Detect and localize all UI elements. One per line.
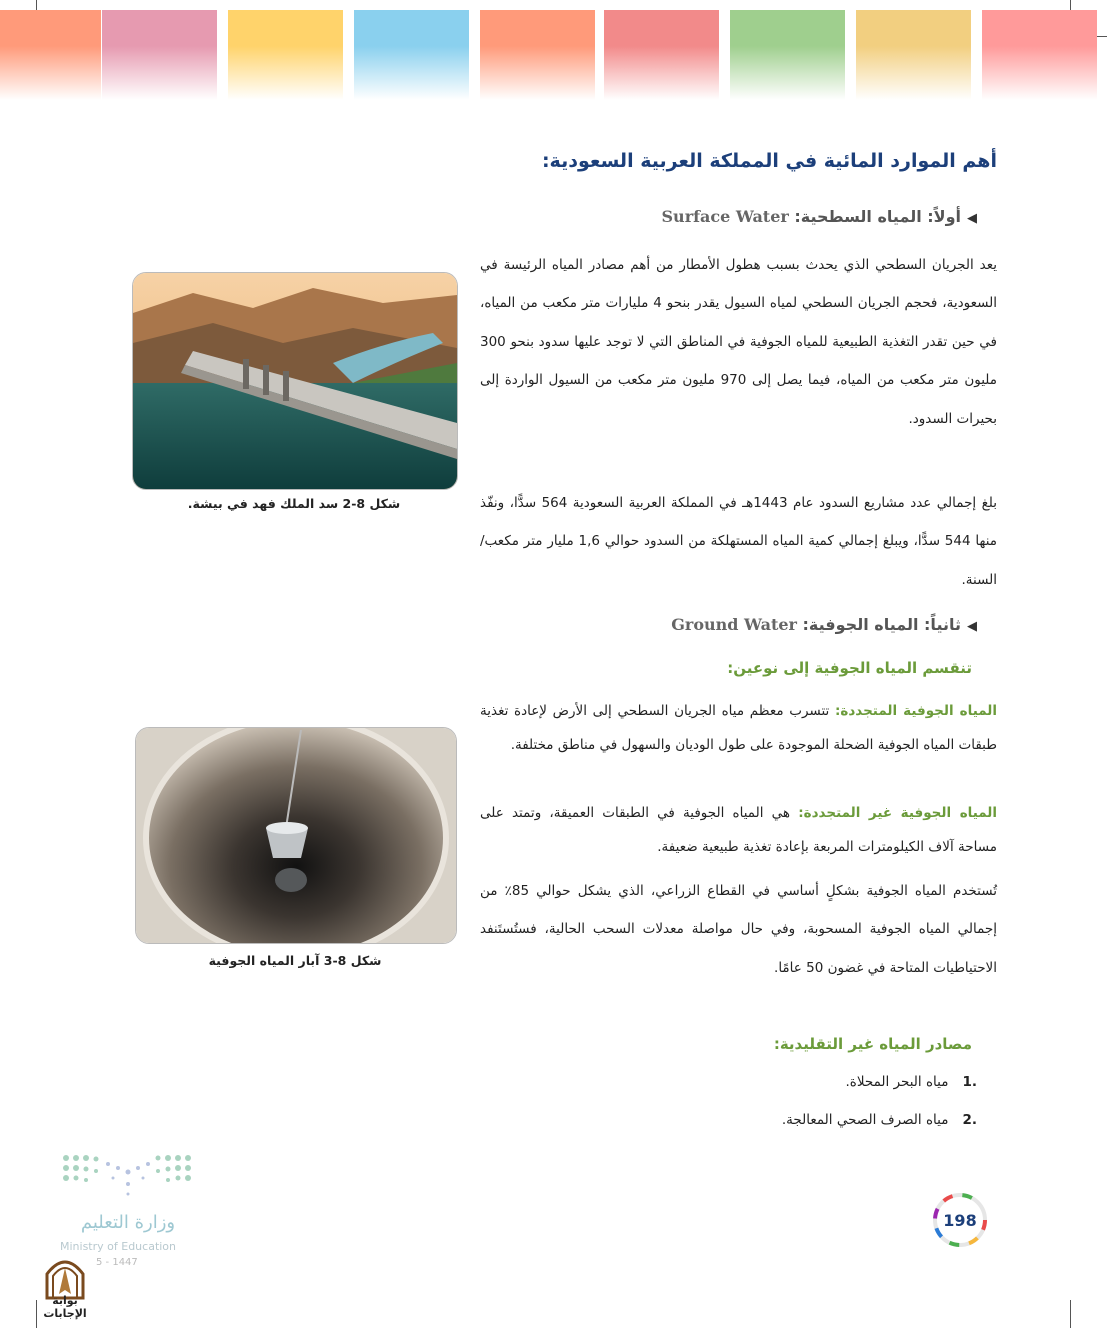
surface-water-heading (662, 207, 978, 226)
ministry-dots-icon (58, 1150, 198, 1198)
crop-mark (1070, 1300, 1071, 1328)
dam-figure-caption: شكل 8-2 سد الملك فهد في بيشة. (187, 496, 401, 511)
ground-heading-ar: ثانياً: المياه الجوفية: (796, 615, 961, 634)
color-tab (228, 10, 343, 100)
ground-heading-en: Ground Water (671, 615, 797, 634)
dam-photo (132, 272, 458, 490)
site-logo (30, 1254, 100, 1320)
well-figure-caption: شكل 8-3 آبار المياه الجوفية (208, 953, 382, 968)
nonrenewable-label: المياه الجوفية غير المتجددة: (798, 805, 997, 821)
triangle-bullet-icon: ◀ (967, 619, 977, 634)
site-label: بوابة الإجابات (43, 1294, 87, 1320)
well-photo (135, 727, 457, 944)
groundwater-usage-paragraph: تُستخدم المياه الجوفية بشكلٍ أساسي في القطاع الزراعي، الذي يشكل حوالي 85٪ من إجمالي المياه الجوفية المسحوبة، وفي حال مواصلة معدلات السحب الحالية، فستُستَنفد الاحتياطيات المتاحة في غضون 50 عامًا. (480, 883, 997, 976)
renewable-label: المياه الجوفية المتجددة: (834, 703, 997, 719)
ministry-name-ar: وزارة التعليم (80, 1212, 176, 1233)
unconventional-list (782, 1074, 977, 1150)
list-item: .2مياه الصرف الصحي المعالجة. (781, 1112, 977, 1128)
page-number: 198 (932, 1192, 988, 1248)
nonrenewable-text: هي المياه الجوفية في الطبقات العميقة، وتمتد على مساحة آلاف الكيلومترات المربعة بإعادة تغذية طبيعية ضعيفة. (480, 805, 997, 855)
unconventional-heading: مصادر المياه غير التقليدية: (773, 1035, 972, 1053)
ministry-name-en: Ministry of Education (60, 1240, 177, 1253)
surface-heading-ar: أولاً: المياه السطحية: (788, 207, 961, 226)
color-tab (354, 10, 469, 100)
renewable-groundwater-paragraph (480, 694, 997, 762)
surface-heading-en: Surface Water (661, 207, 789, 226)
ministry-year: 5 - 1447 (96, 1257, 138, 1268)
color-tabs (0, 10, 1107, 100)
color-tab (982, 10, 1097, 100)
color-tab (730, 10, 845, 100)
groundwater-types-heading: تنقسم المياه الجوفية إلى نوعين: (727, 659, 972, 677)
dam-image (133, 273, 457, 489)
color-tab (102, 10, 217, 100)
color-tab (604, 10, 719, 100)
surface-paragraph-1: يعد الجريان السطحي الذي يحدث بسبب هطول الأمطار من أهم مصادر المياه الرئيسة في السعودية، فحجم الجريان السطحي لمياه السيول يقدر بنحو 4 مليارات متر مكعب من المياه، في حين تقدر التغذية الطبيعية للمياه الجوفية في المناطق التي لا توجد عليها سدود بنحو 300 مليون متر مكعب من المياه، فيما يصل إلى 970 مليون متر مكعب من السيول الواردة إلى بحيرات السدود. (480, 257, 997, 427)
renewable-text: تتسرب معظم مياه الجريان السطحي إلى الأرض لإعادة تغذية طبقات المياه الجوفية الضحلة الموجودة على طول الوديان والسهول في مناطق مختلفة. (480, 703, 997, 753)
nonrenewable-groundwater-paragraph (480, 796, 997, 864)
list-item: .1مياه البحر المحلاة. (845, 1074, 977, 1090)
page-title: أهم الموارد المائية في المملكة العربية السعودية: (541, 150, 997, 172)
color-tab (856, 10, 971, 100)
color-tab (480, 10, 595, 100)
well-image (136, 728, 456, 943)
triangle-bullet-icon: ◀ (967, 211, 977, 226)
surface-paragraph-2: بلغ إجمالي عدد مشاريع السدود عام 1443هـ في المملكة العربية السعودية 564 سدًّا، ونفّذ منها 544 سدًّا، ويبلغ إجمالي كمية المياه المستهلكة من السدود حوالي 1,6 مليار متر مكعب/ السنة. (480, 495, 998, 588)
ground-water-heading (671, 615, 977, 634)
color-tab (0, 10, 101, 100)
ministry-logo (58, 1150, 208, 1270)
